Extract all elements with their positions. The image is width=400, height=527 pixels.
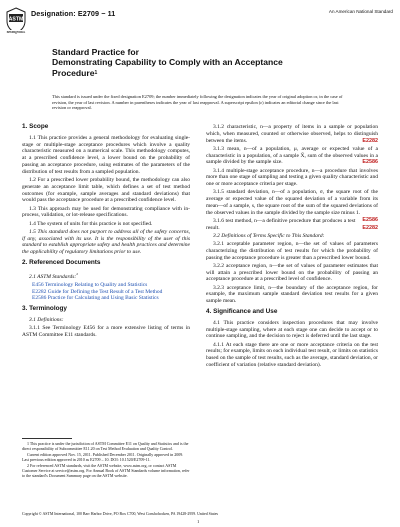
para-3-1-2: 3.1.2 characteristic, n—a property of items in a sample or population which, when measured, counted or otherwise observed, helps to distinguish between the items. E2282 — [206, 124, 378, 144]
issuance-note: This standard is issued under the fixed designation E2709; the number immediately following the designation indicates the year of original adoption or, in the case of revision, the year of last revision. A number in parentheses indicates the year of last reapproval. A superscript epsilon (ε) indicates an editorial change since the last revision or reapproval. — [52, 94, 343, 111]
left-column — [22, 124, 190, 340]
para-4-1: 4.1 This practice considers inspection procedures that may involve multiple-stage sampling, where at each stage one can decide to accept or to continue sampling, and the decision to reject is deferred until the last stage. — [206, 319, 378, 340]
reference-tag-e2586[interactable]: E2586 — [362, 159, 378, 166]
title-footnote-mark: 1 — [94, 69, 98, 76]
astm-logo — [5, 7, 27, 35]
para-3-1: 3.1 Definitions: — [29, 316, 64, 323]
section-heading-significance: 4. Significance and Use — [206, 308, 278, 316]
para-1-4: 1.4 The system of units for this practice is not specified. — [29, 220, 153, 227]
footnotes — [22, 441, 190, 479]
footnote-divider — [22, 438, 72, 439]
reference-tag-e2586[interactable]: E2586 — [362, 216, 378, 223]
title-line-2: Demonstrating Capability to Comply with an Acceptance — [52, 57, 283, 68]
section-heading-scope: 1. Scope — [22, 123, 49, 130]
footnote-1: 1 This practice is under the jurisdiction of ASTM Committee E11 on Quality and Statistics and is the direct responsibility of Subcommittee E11.20 on Test Method Evaluation and Quality Control. — [22, 441, 189, 451]
para-3-2: 3.2 Definitions of Terms Specific to This Standard: — [213, 232, 325, 239]
publisher-note: An American National Standard — [328, 9, 393, 14]
para-3-2-1: 3.2.1 acceptable parameter region, n—the set of values of parameters characterizing the distribution of test results for which the probability of passing the acceptance procedure is greater than a prescribed lower bound. — [206, 241, 378, 261]
svg-text:ASTM: ASTM — [8, 16, 24, 23]
reference-tag-e2282[interactable]: E2282 — [362, 137, 378, 144]
designation: Designation: E2709 − 11 — [31, 9, 116, 18]
para-3-1-6: 3.1.6 test method, n—a definitive procedure that produces a test result. E2282 — [206, 217, 378, 231]
copyright: Copyright © ASTM International, 100 Barr Harbor Drive, PO Box C700, West Conshohocken, PA 19428-2959. United States — [22, 512, 218, 516]
para-3-2-2: 3.2.2 acceptance region, n—the set of values of parameter estimates that will attain a prescribed lower bound on the probability of passing an acceptance procedure at a prescribed level of confidence. — [206, 262, 378, 283]
para-3-1-1: 3.1.1 See Terminology E456 for a more extensive listing of terms in ASTM Committee E11 standards. — [22, 325, 190, 338]
para-2-1: 2.1 ASTM Standards:$^2$ — [29, 271, 78, 280]
para-3-2-3: 3.2.3 acceptance limit, n—the boundary of the acceptance region, for example, the maximum sample standard deviation test results for a given sample mean. — [206, 284, 378, 305]
reference-tag-e2282[interactable]: E2282 — [362, 224, 378, 231]
para-1-1: 1.1 This practice provides a general methodology for evaluating single-stage or multiple-stage acceptance procedures which involve a quality characteristic measured on a numerical scale. This methodology computes, at a prescribed confidence level, a lower bound on the probability of passing an acceptance procedure, using estimates of the parameters of the distribution of test results from a sampled population. — [22, 134, 190, 175]
title-line-1: Standard Practice for — [52, 47, 139, 57]
section-heading-terminology: 3. Terminology — [22, 305, 67, 313]
reference-link-e456[interactable]: E456 Terminology Relating to Quality and Statistics — [32, 281, 148, 288]
para-3-1-3: 3.1.3 mean, n—of a population, μ, average or expected value of a characteristic in a population, of a sample X̄, sum of the observed values in a sample divided by the sample size. E2586 — [206, 145, 378, 166]
para-4-1-1: 4.1.1 At each stage there are one or more acceptance criteria on the test results; for example, limits on each individual test result, or limits on statistics based on the sample of test results, such as the average, standard deviation, or coefficient of variation (relative standard deviation). — [206, 341, 379, 369]
page-number: 1 — [197, 519, 200, 524]
footnote-2: 2 For referenced ASTM standards, visit the ASTM website, www.astm.org, or contact ASTM Customer Service at service@astm.org. For Annual Book of ASTM Standards volume information, refer to the standard's Document Summary page on the ASTM website. — [22, 463, 190, 478]
right-column — [206, 124, 378, 370]
para-3-1-4: 3.1.4 multiple-stage acceptance procedure, n—a procedure that involves more than one stage of sampling and testing a given quality characteristic and one or more acceptance criteria per stage. — [206, 167, 378, 188]
para-1-2: 1.2 For a prescribed lower probability bound, the methodology can also generate an acceptance limit table, which defines a set of test method outcomes (for example, sample averages and standard deviations) that would pass the acceptance procedure at a prescribed confidence level. — [22, 176, 190, 204]
reference-link-e2282[interactable]: E2282 Guide for Defining the Test Result of a Test Method — [32, 288, 163, 295]
reference-link-e2586[interactable]: E2586 Practice for Calculating and Using Basic Statistics — [32, 295, 159, 302]
para-1-5: 1.5 This standard does not purport to address all of the safety concerns, if any, associated with its use. It is the responsibility of the user of this standard to establish appropriate safety and health practices and determine the applicability of regulatory limitations prior to use. — [22, 228, 190, 256]
footnote-1-edition: Current edition approved Nov. 15, 2011. Published December 2011. Originally approved in 2009. Last previous edition approved in 2010 as E2709 – 10. DOI: 10.1520/E2709-11. — [22, 452, 184, 462]
logo-label: INTERNATIONAL — [6, 31, 26, 34]
para-3-1-5: 3.1.5 standard deviation, n—of a population, σ, the square root of the average or expected value of the squared deviation of a variable from its mean—of a sample, s, the square root of the sum of the squared deviations of the observed values in the sample divided by the sample size minus 1. E2586 — [206, 189, 378, 223]
title-line-3: Procedure$^1$ — [52, 67, 98, 78]
section-heading-referenced-documents: 2. Referenced Documents — [22, 258, 101, 266]
page-title — [52, 47, 352, 78]
para-1-3: 1.3 This approach may be used for demonstrating compliance with in-process, validation, or lot-release specifications. — [22, 205, 190, 219]
